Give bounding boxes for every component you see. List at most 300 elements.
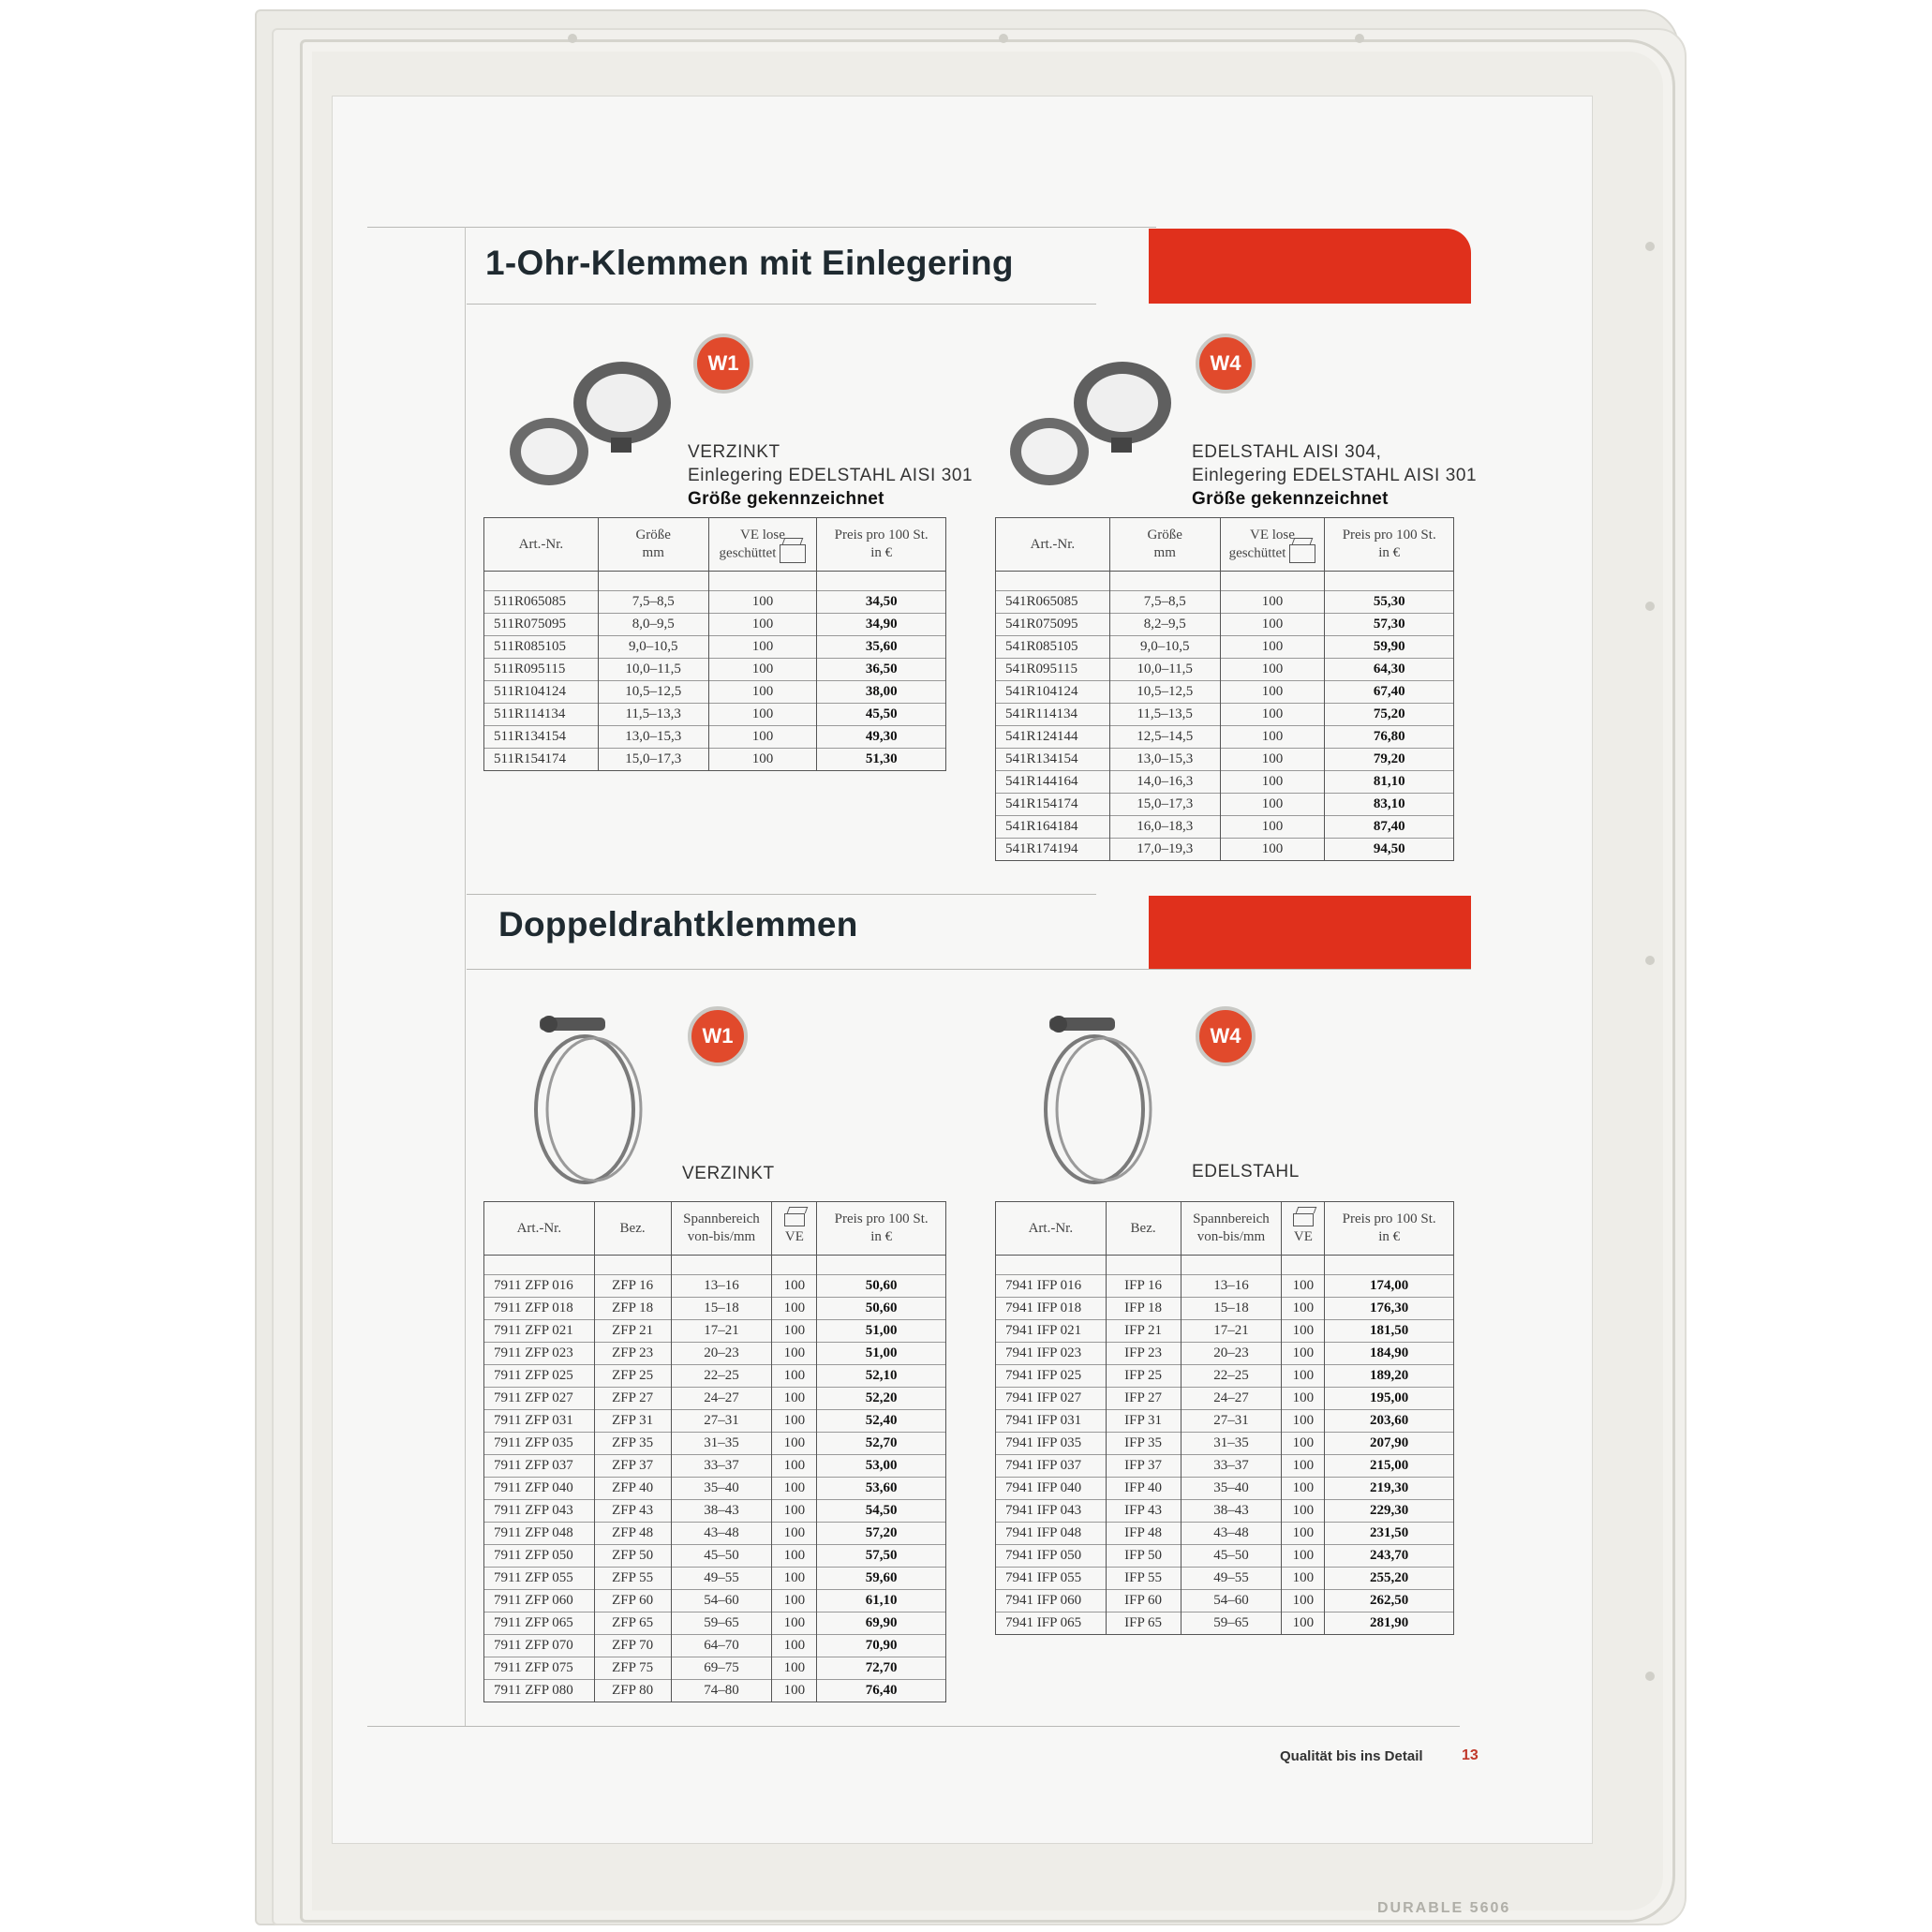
- table-row: [484, 1635, 946, 1657]
- table-cell: 11,5–13,3: [598, 704, 708, 726]
- article-number-cell: 541R085105: [996, 636, 1110, 659]
- table-cell: [1282, 1256, 1325, 1275]
- description-bold: Größe gekennzeichnet: [1192, 489, 1389, 509]
- article-number-cell: 7941 IFP 050: [996, 1545, 1107, 1568]
- article-number-cell: 7941 IFP 016: [996, 1275, 1107, 1298]
- article-number-cell: 511R134154: [484, 726, 599, 749]
- table-cell: 100: [772, 1343, 817, 1365]
- table-cell: 27–31: [1181, 1410, 1282, 1433]
- article-number-cell: 7941 IFP 025: [996, 1365, 1107, 1388]
- table-cell: ZFP 31: [594, 1410, 671, 1433]
- table-cell: 100: [772, 1568, 817, 1590]
- column-header-label: VE lose geschüttet: [719, 527, 785, 560]
- price-cell: 76,80: [1325, 726, 1454, 749]
- article-number-cell: 511R154174: [484, 749, 599, 771]
- article-number-cell: 7941 IFP 048: [996, 1523, 1107, 1545]
- table-cell: 7,5–8,5: [598, 591, 708, 614]
- table-row: [996, 704, 1454, 726]
- table-row: [996, 591, 1454, 614]
- table-row: [484, 1545, 946, 1568]
- table-row: [484, 591, 946, 614]
- frame-brand-label: DURABLE 5606: [1377, 1900, 1511, 1916]
- article-number-cell: 7911 ZFP 060: [484, 1590, 595, 1612]
- column-header: Bez.: [1106, 1202, 1181, 1256]
- table-cell: [598, 572, 708, 591]
- article-number-cell: 511R065085: [484, 591, 599, 614]
- table-cell: 100: [1282, 1590, 1325, 1612]
- article-number-cell: 541R104124: [996, 681, 1110, 704]
- column-header-label: VE: [784, 1229, 804, 1244]
- table-cell: 17,0–19,3: [1109, 839, 1220, 861]
- table-cell: [1181, 1256, 1282, 1275]
- table-cell: 54–60: [1181, 1590, 1282, 1612]
- column-header-label: VE: [1293, 1229, 1313, 1244]
- table-cell: 100: [1282, 1455, 1325, 1478]
- table-cell: [671, 1256, 772, 1275]
- footer-slogan: Qualität bis ins Detail: [1280, 1748, 1423, 1764]
- price-cell: 70,90: [817, 1635, 946, 1657]
- header-top-line: [367, 227, 1156, 228]
- product-description: VERZINKT: [682, 1164, 775, 1183]
- price-cell: 57,20: [817, 1523, 946, 1545]
- price-cell: 229,30: [1325, 1500, 1454, 1523]
- table-cell: 13,0–15,3: [598, 726, 708, 749]
- article-number-cell: 541R164184: [996, 816, 1110, 839]
- table-row: [484, 614, 946, 636]
- article-number-cell: 7911 ZFP 035: [484, 1433, 595, 1455]
- column-header: Art.-Nr.: [996, 1202, 1107, 1256]
- price-table: [995, 517, 1454, 861]
- price-table: [995, 1201, 1454, 1635]
- article-number-cell: 541R174194: [996, 839, 1110, 861]
- table-row: [996, 771, 1454, 794]
- table-cell: 100: [1220, 659, 1325, 681]
- price-cell: 52,70: [817, 1433, 946, 1455]
- table-row: [996, 1612, 1454, 1635]
- table-cell: ZFP 55: [594, 1568, 671, 1590]
- table-cell: 17–21: [671, 1320, 772, 1343]
- table-cell: IFP 37: [1106, 1455, 1181, 1478]
- table-cell: 8,2–9,5: [1109, 614, 1220, 636]
- table-cell: IFP 35: [1106, 1433, 1181, 1455]
- table-cell: ZFP 75: [594, 1657, 671, 1680]
- table-cell: 15,0–17,3: [598, 749, 708, 771]
- column-header: Preis pro 100 St. in €: [817, 518, 946, 572]
- price-cell: 53,00: [817, 1455, 946, 1478]
- table-row: [484, 1343, 946, 1365]
- table-cell: 27–31: [671, 1410, 772, 1433]
- table-cell: 100: [772, 1275, 817, 1298]
- article-number-cell: 541R095115: [996, 659, 1110, 681]
- table-cell: 100: [708, 726, 817, 749]
- article-number-cell: 7911 ZFP 080: [484, 1680, 595, 1702]
- table-cell: [996, 572, 1110, 591]
- price-cell: 34,90: [817, 614, 946, 636]
- price-cell: 67,40: [1325, 681, 1454, 704]
- section-title: 1-Ohr-Klemmen mit Einlegering: [485, 244, 1014, 282]
- price-cell: 79,20: [1325, 749, 1454, 771]
- table-spacer-row: [484, 572, 946, 591]
- frame-hole: [1645, 602, 1655, 611]
- price-cell: 55,30: [1325, 591, 1454, 614]
- table-cell: IFP 23: [1106, 1343, 1181, 1365]
- price-cell: 51,00: [817, 1343, 946, 1365]
- price-cell: 76,40: [817, 1680, 946, 1702]
- ear-clamp-image: [1001, 349, 1188, 498]
- table-cell: 100: [1220, 726, 1325, 749]
- table-row: [996, 681, 1454, 704]
- article-number-cell: 7911 ZFP 040: [484, 1478, 595, 1500]
- table-cell: ZFP 50: [594, 1545, 671, 1568]
- price-cell: 174,00: [1325, 1275, 1454, 1298]
- table-row: [996, 659, 1454, 681]
- table-cell: ZFP 37: [594, 1455, 671, 1478]
- header-bottom-line: [467, 304, 1096, 305]
- article-number-cell: 541R144164: [996, 771, 1110, 794]
- column-header: [708, 518, 817, 572]
- table-cell: 9,0–10,5: [598, 636, 708, 659]
- table-row: [996, 1365, 1454, 1388]
- table-cell: 45–50: [1181, 1545, 1282, 1568]
- article-number-cell: 7911 ZFP 043: [484, 1500, 595, 1523]
- table-cell: 13,0–15,3: [1109, 749, 1220, 771]
- article-number-cell: 7941 IFP 065: [996, 1612, 1107, 1635]
- table-cell: [708, 572, 817, 591]
- article-number-cell: 541R124144: [996, 726, 1110, 749]
- table-cell: 10,0–11,5: [598, 659, 708, 681]
- table-row: [996, 1545, 1454, 1568]
- table-cell: 100: [772, 1545, 817, 1568]
- article-number-cell: 541R065085: [996, 591, 1110, 614]
- table-cell: [484, 1256, 595, 1275]
- table-row: [484, 726, 946, 749]
- box-icon: [784, 1213, 805, 1226]
- table-row: [996, 1523, 1454, 1545]
- table-row: [484, 659, 946, 681]
- price-cell: 83,10: [1325, 794, 1454, 816]
- article-number-cell: 511R104124: [484, 681, 599, 704]
- table-cell: 31–35: [671, 1433, 772, 1455]
- article-number-cell: 511R095115: [484, 659, 599, 681]
- article-number-cell: 7911 ZFP 023: [484, 1343, 595, 1365]
- table-cell: 15–18: [671, 1298, 772, 1320]
- column-header-label: VE lose geschüttet: [1228, 527, 1295, 560]
- table-cell: 100: [1220, 614, 1325, 636]
- table-spacer-row: [484, 1256, 946, 1275]
- table-cell: 33–37: [1181, 1455, 1282, 1478]
- table-row: [996, 1410, 1454, 1433]
- price-cell: 207,90: [1325, 1433, 1454, 1455]
- table-cell: 20–23: [1181, 1343, 1282, 1365]
- table-cell: 100: [1282, 1612, 1325, 1635]
- table-cell: 13–16: [1181, 1275, 1282, 1298]
- table-cell: [1109, 572, 1220, 591]
- article-number-cell: 541R114134: [996, 704, 1110, 726]
- price-cell: 262,50: [1325, 1590, 1454, 1612]
- box-icon: [1289, 544, 1315, 563]
- table-cell: 22–25: [671, 1365, 772, 1388]
- table-cell: 100: [772, 1500, 817, 1523]
- price-cell: 87,40: [1325, 816, 1454, 839]
- table-cell: IFP 27: [1106, 1388, 1181, 1410]
- ear-clamp-image: [500, 349, 688, 498]
- price-cell: 215,00: [1325, 1455, 1454, 1478]
- table-row: [996, 1568, 1454, 1590]
- table-row: [484, 1320, 946, 1343]
- table-cell: ZFP 18: [594, 1298, 671, 1320]
- frame-hole: [568, 34, 577, 43]
- price-cell: 184,90: [1325, 1343, 1454, 1365]
- table-cell: 100: [772, 1388, 817, 1410]
- article-number-cell: 7941 IFP 021: [996, 1320, 1107, 1343]
- table-cell: 100: [708, 636, 817, 659]
- frame-hole: [1645, 956, 1655, 965]
- table-cell: 100: [1282, 1433, 1325, 1455]
- table-cell: 64–70: [671, 1635, 772, 1657]
- table-cell: 9,0–10,5: [1109, 636, 1220, 659]
- article-number-cell: 7911 ZFP 021: [484, 1320, 595, 1343]
- table-cell: 17–21: [1181, 1320, 1282, 1343]
- table-row: [996, 1388, 1454, 1410]
- article-number-cell: 7911 ZFP 050: [484, 1545, 595, 1568]
- table-cell: IFP 16: [1106, 1275, 1181, 1298]
- frame-hole: [1645, 1672, 1655, 1681]
- column-header: Spannbereich von-bis/mm: [1181, 1202, 1282, 1256]
- table-cell: IFP 31: [1106, 1410, 1181, 1433]
- table-cell: 15,0–17,3: [1109, 794, 1220, 816]
- article-number-cell: 7911 ZFP 065: [484, 1612, 595, 1635]
- column-header: Preis pro 100 St. in €: [1325, 1202, 1454, 1256]
- table-cell: 35–40: [1181, 1478, 1282, 1500]
- product-description: [688, 440, 973, 511]
- table-cell: 100: [1282, 1343, 1325, 1365]
- section-accent-bar: [1149, 896, 1471, 969]
- article-number-cell: 7941 IFP 055: [996, 1568, 1107, 1590]
- table-cell: IFP 18: [1106, 1298, 1181, 1320]
- table-cell: ZFP 40: [594, 1478, 671, 1500]
- table-cell: 100: [772, 1635, 817, 1657]
- table-cell: 100: [1220, 704, 1325, 726]
- article-number-cell: 7941 IFP 043: [996, 1500, 1107, 1523]
- table-cell: 14,0–16,3: [1109, 771, 1220, 794]
- table-cell: 12,5–14,5: [1109, 726, 1220, 749]
- table-cell: ZFP 80: [594, 1680, 671, 1702]
- price-table: [483, 1201, 946, 1702]
- frame-hole: [999, 34, 1008, 43]
- table-cell: [996, 1256, 1107, 1275]
- article-number-cell: 7911 ZFP 027: [484, 1388, 595, 1410]
- table-row: [484, 1680, 946, 1702]
- price-cell: 64,30: [1325, 659, 1454, 681]
- table-row: [484, 1657, 946, 1680]
- table-cell: 100: [1220, 794, 1325, 816]
- price-cell: 51,00: [817, 1320, 946, 1343]
- table-cell: 74–80: [671, 1680, 772, 1702]
- product-description: EDELSTAHL: [1192, 1162, 1300, 1181]
- article-number-cell: 7941 IFP 031: [996, 1410, 1107, 1433]
- article-number-cell: 541R134154: [996, 749, 1110, 771]
- price-cell: 219,30: [1325, 1478, 1454, 1500]
- price-cell: 54,50: [817, 1500, 946, 1523]
- price-cell: 203,60: [1325, 1410, 1454, 1433]
- price-cell: 53,60: [817, 1478, 946, 1500]
- table-row: [484, 1298, 946, 1320]
- product-description: [1192, 440, 1477, 511]
- column-header: Preis pro 100 St. in €: [1325, 518, 1454, 572]
- section-title: Doppeldrahtklemmen: [498, 905, 858, 944]
- article-number-cell: 511R085105: [484, 636, 599, 659]
- table-cell: 100: [1282, 1320, 1325, 1343]
- table-cell: 10,5–12,5: [598, 681, 708, 704]
- table-cell: 10,0–11,5: [1109, 659, 1220, 681]
- table-cell: 11,5–13,5: [1109, 704, 1220, 726]
- table-cell: 8,0–9,5: [598, 614, 708, 636]
- table-cell: [817, 1256, 946, 1275]
- article-number-cell: 7911 ZFP 031: [484, 1410, 595, 1433]
- section-divider: [467, 894, 1096, 895]
- price-cell: 52,10: [817, 1365, 946, 1388]
- column-header: Preis pro 100 St. in €: [817, 1202, 946, 1256]
- price-cell: 50,60: [817, 1298, 946, 1320]
- table-cell: 100: [1220, 816, 1325, 839]
- w4-badge: W4: [1196, 334, 1256, 394]
- table-row: [484, 1590, 946, 1612]
- table-cell: ZFP 43: [594, 1500, 671, 1523]
- table-row: [996, 839, 1454, 861]
- table-cell: 59–65: [671, 1612, 772, 1635]
- table-cell: IFP 60: [1106, 1590, 1181, 1612]
- box-icon: [780, 544, 806, 563]
- article-number-cell: 541R075095: [996, 614, 1110, 636]
- table-cell: 13–16: [671, 1275, 772, 1298]
- table-cell: 100: [772, 1320, 817, 1343]
- price-cell: 52,20: [817, 1388, 946, 1410]
- table-cell: [594, 1256, 671, 1275]
- section-divider: [467, 969, 1471, 970]
- table-cell: ZFP 35: [594, 1433, 671, 1455]
- frame-hole: [1355, 34, 1364, 43]
- table-cell: 100: [772, 1657, 817, 1680]
- table-row: [484, 1455, 946, 1478]
- article-number-cell: 7941 IFP 027: [996, 1388, 1107, 1410]
- table-cell: 100: [1282, 1298, 1325, 1320]
- table-cell: 100: [772, 1298, 817, 1320]
- table-cell: IFP 21: [1106, 1320, 1181, 1343]
- price-cell: 231,50: [1325, 1523, 1454, 1545]
- table-cell: 100: [1282, 1500, 1325, 1523]
- table-cell: ZFP 65: [594, 1612, 671, 1635]
- table-cell: IFP 40: [1106, 1478, 1181, 1500]
- table-cell: 38–43: [1181, 1500, 1282, 1523]
- price-cell: 49,30: [817, 726, 946, 749]
- article-number-cell: 7911 ZFP 025: [484, 1365, 595, 1388]
- description-bold: Größe gekennzeichnet: [688, 489, 884, 509]
- table-row: [996, 1320, 1454, 1343]
- table-cell: 100: [772, 1433, 817, 1455]
- price-cell: 34,50: [817, 591, 946, 614]
- price-cell: 35,60: [817, 636, 946, 659]
- table-row: [484, 1410, 946, 1433]
- table-row: [484, 1388, 946, 1410]
- description-line: VERZINKT: [688, 442, 780, 462]
- price-cell: 72,70: [817, 1657, 946, 1680]
- table-cell: [484, 572, 599, 591]
- w1-badge: W1: [693, 334, 753, 394]
- table-cell: 100: [1282, 1388, 1325, 1410]
- article-number-cell: 7941 IFP 037: [996, 1455, 1107, 1478]
- article-number-cell: 7941 IFP 035: [996, 1433, 1107, 1455]
- table-cell: 33–37: [671, 1455, 772, 1478]
- table-cell: 10,5–12,5: [1109, 681, 1220, 704]
- wire-clamp-image: [521, 1004, 652, 1192]
- table-row: [484, 1500, 946, 1523]
- table-cell: 100: [772, 1680, 817, 1702]
- table-cell: 100: [1220, 749, 1325, 771]
- table-cell: 54–60: [671, 1590, 772, 1612]
- table-cell: 100: [708, 659, 817, 681]
- article-number-cell: 7941 IFP 060: [996, 1590, 1107, 1612]
- price-cell: 181,50: [1325, 1320, 1454, 1343]
- price-cell: 45,50: [817, 704, 946, 726]
- table-cell: 20–23: [671, 1343, 772, 1365]
- table-cell: IFP 43: [1106, 1500, 1181, 1523]
- table-spacer-row: [996, 1256, 1454, 1275]
- column-header: Art.-Nr.: [996, 518, 1110, 572]
- table-cell: ZFP 48: [594, 1523, 671, 1545]
- table-row: [996, 1590, 1454, 1612]
- article-number-cell: 541R154174: [996, 794, 1110, 816]
- table-cell: 35–40: [671, 1478, 772, 1500]
- table-cell: 43–48: [1181, 1523, 1282, 1545]
- table-cell: [1220, 572, 1325, 591]
- w4-badge: W4: [1196, 1006, 1256, 1066]
- table-row: [484, 704, 946, 726]
- table-row: [484, 636, 946, 659]
- table-cell: 100: [1282, 1478, 1325, 1500]
- table-cell: 100: [1282, 1365, 1325, 1388]
- page-left-rule: [465, 227, 466, 1726]
- table-spacer-row: [996, 572, 1454, 591]
- table-cell: 100: [772, 1455, 817, 1478]
- price-cell: 59,90: [1325, 636, 1454, 659]
- table-cell: ZFP 16: [594, 1275, 671, 1298]
- table-cell: 100: [708, 749, 817, 771]
- table-cell: IFP 65: [1106, 1612, 1181, 1635]
- price-table: [483, 517, 946, 771]
- column-header: Größe mm: [1109, 518, 1220, 572]
- article-number-cell: 7911 ZFP 055: [484, 1568, 595, 1590]
- table-row: [996, 1275, 1454, 1298]
- price-cell: 94,50: [1325, 839, 1454, 861]
- table-cell: IFP 48: [1106, 1523, 1181, 1545]
- column-header: Größe mm: [598, 518, 708, 572]
- article-number-cell: 7911 ZFP 070: [484, 1635, 595, 1657]
- table-cell: 49–55: [1181, 1568, 1282, 1590]
- table-row: [996, 1478, 1454, 1500]
- table-row: [484, 1523, 946, 1545]
- description-line: EDELSTAHL AISI 304,: [1192, 442, 1382, 462]
- table-cell: 100: [1282, 1545, 1325, 1568]
- table-cell: IFP 50: [1106, 1545, 1181, 1568]
- description-line: Einlegering EDELSTAHL AISI 301: [688, 466, 973, 485]
- table-row: [484, 749, 946, 771]
- price-cell: 189,20: [1325, 1365, 1454, 1388]
- price-cell: 57,30: [1325, 614, 1454, 636]
- table-cell: 100: [772, 1410, 817, 1433]
- column-header: [772, 1202, 817, 1256]
- article-number-cell: 7911 ZFP 075: [484, 1657, 595, 1680]
- table-row: [996, 816, 1454, 839]
